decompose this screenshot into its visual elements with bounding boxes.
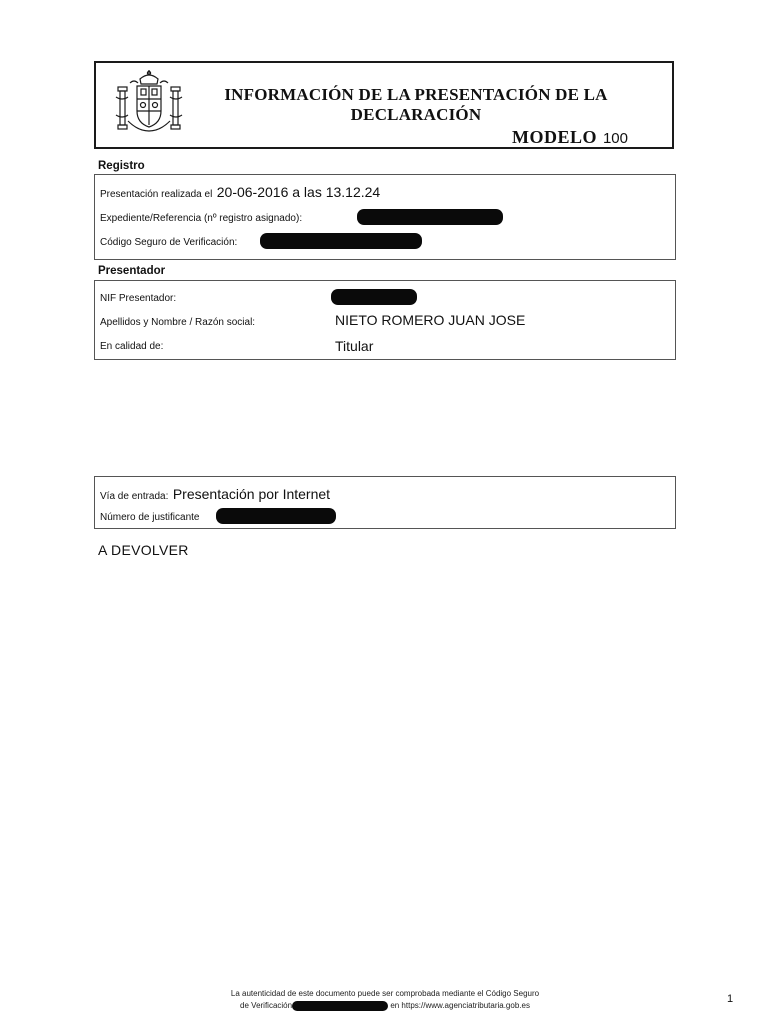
footer-line-2-prefix: de Verificación	[240, 1001, 293, 1010]
registro-heading: Registro	[98, 160, 145, 172]
document-title-line-2: DECLARACIÓN	[350, 105, 482, 124]
footer-authenticity-note	[180, 988, 590, 1012]
justificante-redacted-value	[216, 508, 336, 524]
via-value: Presentación por Internet	[172, 486, 331, 502]
nombre-value: NIETO ROMERO JUAN JOSE	[335, 312, 526, 328]
footer-line-2-suffix: en https://www.agenciatributaria.gob.es	[390, 1001, 530, 1010]
coat-of-arms-of-spain-icon	[110, 69, 188, 139]
page-number: 1	[727, 993, 734, 1005]
header-box	[94, 61, 674, 149]
result-status: A DEVOLVER	[98, 542, 189, 558]
nif-redacted-value	[331, 289, 417, 305]
document-title-line-1: INFORMACIÓN DE LA PRESENTACIÓN DE LA	[224, 85, 608, 104]
modelo-number: 100	[602, 130, 628, 147]
via-label: Vía de entrada:	[100, 491, 169, 502]
csv-redacted-value	[260, 233, 422, 249]
via-row	[100, 486, 330, 504]
nif-label: NIF Presentador:	[100, 293, 177, 304]
presentador-heading: Presentador	[98, 265, 166, 277]
presentador-box	[94, 280, 676, 360]
footer-line-1: La autenticidad de este documento puede ser comprobada mediante el Código Seguro	[230, 989, 540, 998]
registro-box	[94, 174, 676, 260]
expediente-redacted-value	[357, 209, 503, 225]
entrada-box	[94, 476, 676, 529]
modelo-label: MODELO	[511, 127, 597, 147]
calidad-label: En calidad de:	[100, 341, 164, 352]
footer-csv-redacted	[292, 1001, 388, 1011]
nombre-label: Apellidos y Nombre / Razón social:	[100, 317, 256, 328]
presentacion-row	[100, 184, 380, 202]
footer-line-2	[180, 1000, 590, 1012]
expediente-label: Expediente/Referencia (nº registro asignado):	[100, 213, 303, 224]
presentacion-label: Presentación realizada el	[100, 189, 213, 200]
modelo-row	[512, 127, 628, 148]
justificante-label: Número de justificante	[100, 512, 200, 523]
presentacion-value: 20-06-2016 a las 13.12.24	[216, 184, 381, 200]
calidad-value: Titular	[335, 338, 374, 354]
csv-label: Código Seguro de Verificación:	[100, 237, 238, 248]
